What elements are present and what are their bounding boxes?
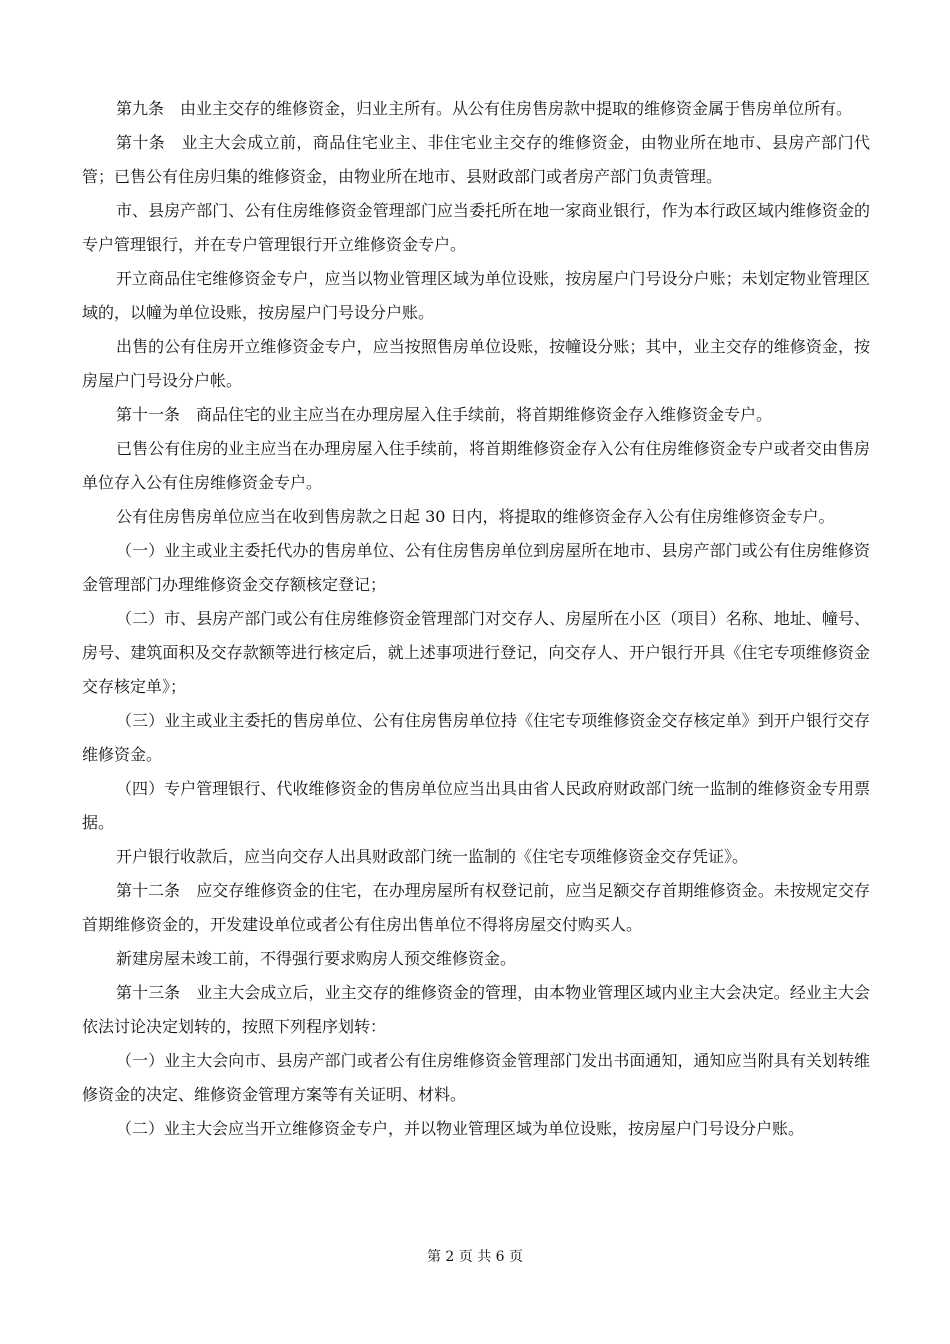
paragraph: （二）市、县房产部门或公有住房维修资金管理部门对交存人、房屋所在小区（项目）名称、地址、幢号、房号、建筑面积及交存款额等进行核定后，就上述事项进行登记，向交存人、开户银行开具《住宅专项维修资金交存核定单》； (82, 609, 870, 696)
paragraph: 开户银行收款后，应当向交存人出具财政部门统一监制的《住宅专项维修资金交存凭证》。 (116, 847, 749, 866)
paragraph: 第十条 业主大会成立前，商品住宅业主、非住宅业主交存的维修资金，由物业所在地市、县房产部门代管；已售公有住房归集的维修资金，由物业所在地市、县财政部门或者房产部门负责管理。 (82, 133, 870, 186)
paragraph: 第十一条 商品住宅的业主应当在办理房屋入住手续前，将首期维修资金存入维修资金专户。 (116, 405, 773, 424)
paragraph: 第十三条 业主大会成立后，业主交存的维修资金的管理，由本物业管理区域内业主大会决定。经业主大会依法讨论决定划转的，按照下列程序划转： (82, 983, 870, 1036)
paragraph: 第九条 由业主交存的维修资金，归业主所有。从公有住房售房款中提取的维修资金属于售房单位所有。 (116, 99, 853, 118)
paragraph: （三）业主或业主委托的售房单位、公有住房售房单位持《住宅专项维修资金交存核定单》到开户银行交存维修资金。 (82, 711, 870, 764)
paragraph: （一）业主大会向市、县房产部门或者公有住房维修资金管理部门发出书面通知，通知应当附具有关划转维修资金的决定、维修资金管理方案等有关证明、材料。 (82, 1051, 870, 1104)
paragraph: 公有住房售房单位应当在收到售房款之日起 30 日内，将提取的维修资金存入公有住房维修资金专户。 (116, 507, 835, 526)
paragraph: （二）业主大会应当开立维修资金专户，并以物业管理区域为单位设账，按房屋户门号设分户账。 (116, 1119, 805, 1138)
paragraph: 新建房屋未竣工前，不得强行要求购房人预交维修资金。 (116, 949, 517, 968)
paragraph: 市、县房产部门、公有住房维修资金管理部门应当委托所在地一家商业银行，作为本行政区域内维修资金的专户管理银行，并在专户管理银行开立维修资金专户。 (82, 201, 870, 254)
page-footer: 第 2 页 共 6 页 (426, 1249, 524, 1265)
paragraph: 出售的公有住房开立维修资金专户，应当按照售房单位设账，按幢设分账；其中，业主交存的维修资金，按房屋户门号设分户帐。 (82, 337, 870, 390)
paragraph: 已售公有住房的业主应当在办理房屋入住手续前，将首期维修资金存入公有住房维修资金专户或者交由售房单位存入公有住房维修资金专户。 (82, 439, 870, 492)
paragraph: 开立商品住宅维修资金专户，应当以物业管理区域为单位设账，按房屋户门号设分户账；未划定物业管理区域的，以幢为单位设账，按房屋户门号设分户账。 (82, 269, 870, 322)
paragraph: （四）专户管理银行、代收维修资金的售房单位应当出具由省人民政府财政部门统一监制的维修资金专用票据。 (82, 779, 870, 832)
paragraph: 第十二条 应交存维修资金的住宅，在办理房屋所有权登记前，应当足额交存首期维修资金。未按规定交存首期维修资金的，开发建设单位或者公有住房出售单位不得将房屋交付购买人。 (82, 881, 870, 934)
document-body (82, 92, 870, 1146)
paragraph: （一）业主或业主委托代办的售房单位、公有住房售房单位到房屋所在地市、县房产部门或公有住房维修资金管理部门办理维修资金交存额核定登记； (82, 541, 870, 594)
